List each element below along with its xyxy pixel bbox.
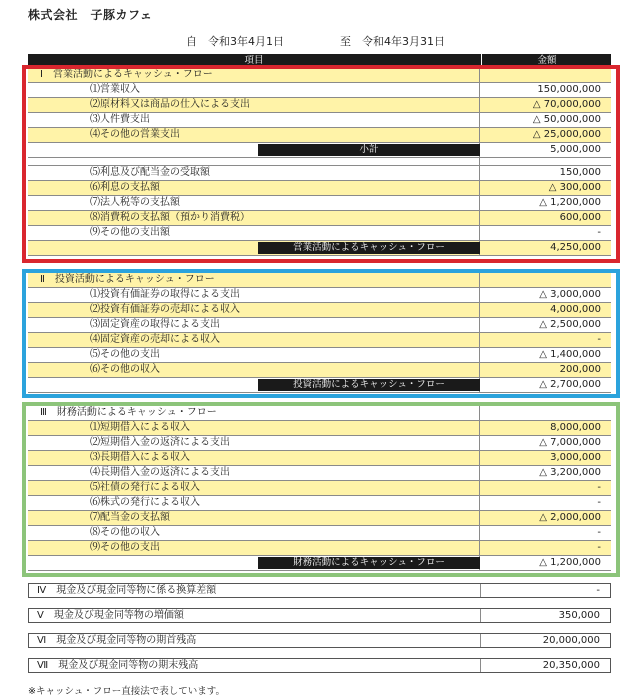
table-row: ⑷長期借入金の返済による支出 △ 3,200,000 [28,466,611,481]
table-row: ⑹その他の収入 200,000 [28,363,611,378]
financing-total-label: 財務活動によるキャッシュ・フロー [258,557,480,569]
summary-row-exchange: Ⅳ 現金及び現金同等物に係る換算差額 - [28,583,611,598]
period-to: 至 令和4年3月31日 [340,35,445,48]
table-row: ⑵原材料又は商品の仕入による支出 △ 70,000,000 [28,98,611,113]
table-row: ⑶人件費支出 △ 50,000,000 [28,113,611,128]
summary-row-opening: Ⅵ 現金及び現金同等物の期首残高 20,000,000 [28,633,611,648]
header-item: 項目 [244,55,264,66]
summary-row-closing: Ⅶ 現金及び現金同等物の期末残高 20,350,000 [28,658,611,673]
investing-section [28,273,611,393]
operating-section [28,68,611,256]
section-title: Ⅲ 財務活動によるキャッシュ・フロー [28,406,480,420]
footnote: ※キャッシュ・フロー直接法で表しています。 [28,686,226,697]
period-from: 自 令和3年4月1日 [186,35,284,48]
table-row: ⑸その他の支出 △ 1,400,000 [28,348,611,363]
header-amount: 金額 [481,54,612,67]
table-row: ⑼その他の支出 - [28,541,611,556]
table-row: ⑶固定資産の取得による支出 △ 2,500,000 [28,318,611,333]
subtotal-label: 小計 [258,144,480,156]
table-row: ⑷その他の営業支出 △ 25,000,000 [28,128,611,143]
table-row: ⑸社債の発行による収入 - [28,481,611,496]
table-row: ⑼その他の支出額 - [28,226,611,241]
subtotal-row [28,143,611,158]
table-row: ⑺法人税等の支払額 △ 1,200,000 [28,196,611,211]
table-row: ⑵短期借入金の返済による支出 △ 7,000,000 [28,436,611,451]
table-row: ⑻その他の収入 - [28,526,611,541]
table-row: ⑵投資有価証券の売却による収入 4,000,000 [28,303,611,318]
table-row: ⑴営業収入 150,000,000 [28,83,611,98]
table-row: ⑶長期借入による収入 3,000,000 [28,451,611,466]
table-header [28,54,611,67]
table-row: ⑷固定資産の売却による収入 - [28,333,611,348]
table-row: ⑹株式の発行による収入 - [28,496,611,511]
table-row: ⑴短期借入による収入 8,000,000 [28,421,611,436]
financing-total-value: △ 1,200,000 [539,557,601,568]
summary-row-increase: Ⅴ 現金及び現金同等物の増価額 350,000 [28,608,611,623]
investing-total-label: 投資活動によるキャッシュ・フロー [258,379,480,391]
table-row: ⑹利息の支払額 △ 300,000 [28,181,611,196]
operating-total-value: 4,250,000 [550,242,601,253]
operating-total-label: 営業活動によるキャッシュ・フロー [258,242,480,254]
investing-total-value: △ 2,700,000 [539,379,601,390]
financing-section [28,406,611,571]
table-row: ⑴投資有価証券の取得による支出 △ 3,000,000 [28,288,611,303]
section-title: Ⅱ 投資活動によるキャッシュ・フロー [28,273,480,287]
total-row [28,378,611,393]
table-row: ⑻消費税の支払額（預かり消費税） 600,000 [28,211,611,226]
total-row [28,556,611,571]
table-row: ⑺配当金の支払額 △ 2,000,000 [28,511,611,526]
subtotal-value: 5,000,000 [550,144,601,155]
total-row [28,241,611,256]
company-name: 株式会社 子豚カフェ [28,8,153,22]
section-title: Ⅰ 営業活動によるキャッシュ・フロー [28,68,480,82]
table-row: ⑸利息及び配当金の受取額 150,000 [28,166,611,181]
